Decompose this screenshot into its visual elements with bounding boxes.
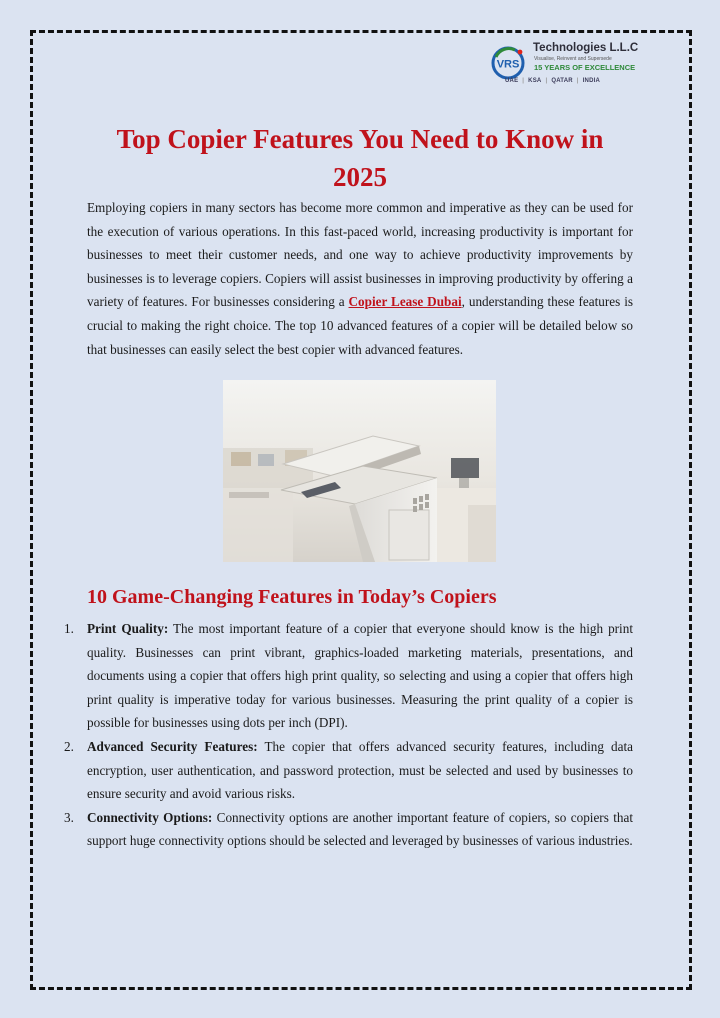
logo-title: Technologies L.L.C bbox=[533, 42, 639, 54]
page-title: Top Copier Features You Need to Know in 2025 bbox=[116, 124, 604, 192]
list-item-number: 1. bbox=[64, 621, 74, 636]
region-qatar: QATAR bbox=[551, 78, 573, 84]
list-item-number: 2. bbox=[64, 738, 74, 754]
list-item-text: The most important feature of a copier that everyone should know is the high print quality. Businesses can print vibrant, graphics-loaded marketing materials, presentations, and documents using a copier that offers high print quality, so selecting and using a copier that offers high print quality is imperative today for various businesses. Measuring the print quality of a copier is possible for businesses using dots per inch (DPI). bbox=[87, 621, 633, 731]
features-list bbox=[64, 617, 633, 853]
region-india: INDIA bbox=[582, 78, 601, 84]
copier-lease-dubai-link[interactable]: Copier Lease Dubai bbox=[348, 294, 462, 310]
region-ksa: KSA bbox=[528, 78, 542, 84]
list-item bbox=[64, 735, 633, 806]
copier-photo bbox=[223, 380, 496, 562]
intro-paragraph bbox=[87, 196, 633, 361]
logo-tagline: Visualise, Reinvent and Supersede bbox=[534, 56, 612, 62]
logo-regions: UAE | KSA | QATAR | INDIA bbox=[505, 78, 601, 84]
list-item bbox=[64, 617, 633, 735]
intro-text-before: Employing copiers in many sectors has become more common and imperative as they can be used for the execution of various operations. In this fast-paced world, increasing productivity is important for businesses to meet their customer needs, and one way to achieve productivity improvements by businesses is to leverage copiers. Copiers will assist businesses in improving productivity by offering a variety of features. For businesses considering a bbox=[87, 200, 633, 310]
list-item bbox=[64, 806, 633, 853]
features-heading: 10 Game-Changing Features in Today’s Copiers bbox=[87, 586, 497, 608]
list-item-title: Connectivity Options: bbox=[87, 809, 213, 825]
list-item-title: Print Quality: bbox=[87, 621, 169, 636]
company-logo[interactable] bbox=[491, 40, 641, 90]
list-item-title: Advanced Security Features: bbox=[87, 738, 258, 754]
list-item-number: 3. bbox=[64, 809, 74, 825]
logo-years: 15 YEARS OF EXCELLENCE bbox=[534, 63, 636, 72]
logo-mark-text: VRS bbox=[496, 58, 520, 71]
copier-illustration bbox=[223, 380, 496, 562]
intro-text-after: , understanding these features is crucial to making the right choice. The top 10 advanced features of a copier will be detailed below so that businesses can easily select the best copier with advanced features. bbox=[87, 294, 633, 357]
list-item-text: Connectivity options are another important feature of copiers, so copiers that support huge connectivity options should be selected and leveraged by businesses of various industries. bbox=[87, 809, 633, 849]
list-item-text: The copier that offers advanced security features, including data encryption, user authentication, and password protection, must be selected and used by businesses to ensure security and avoid various risks. bbox=[87, 738, 633, 802]
region-uae: UAE bbox=[505, 78, 519, 84]
vrs-logo-icon bbox=[491, 46, 525, 80]
